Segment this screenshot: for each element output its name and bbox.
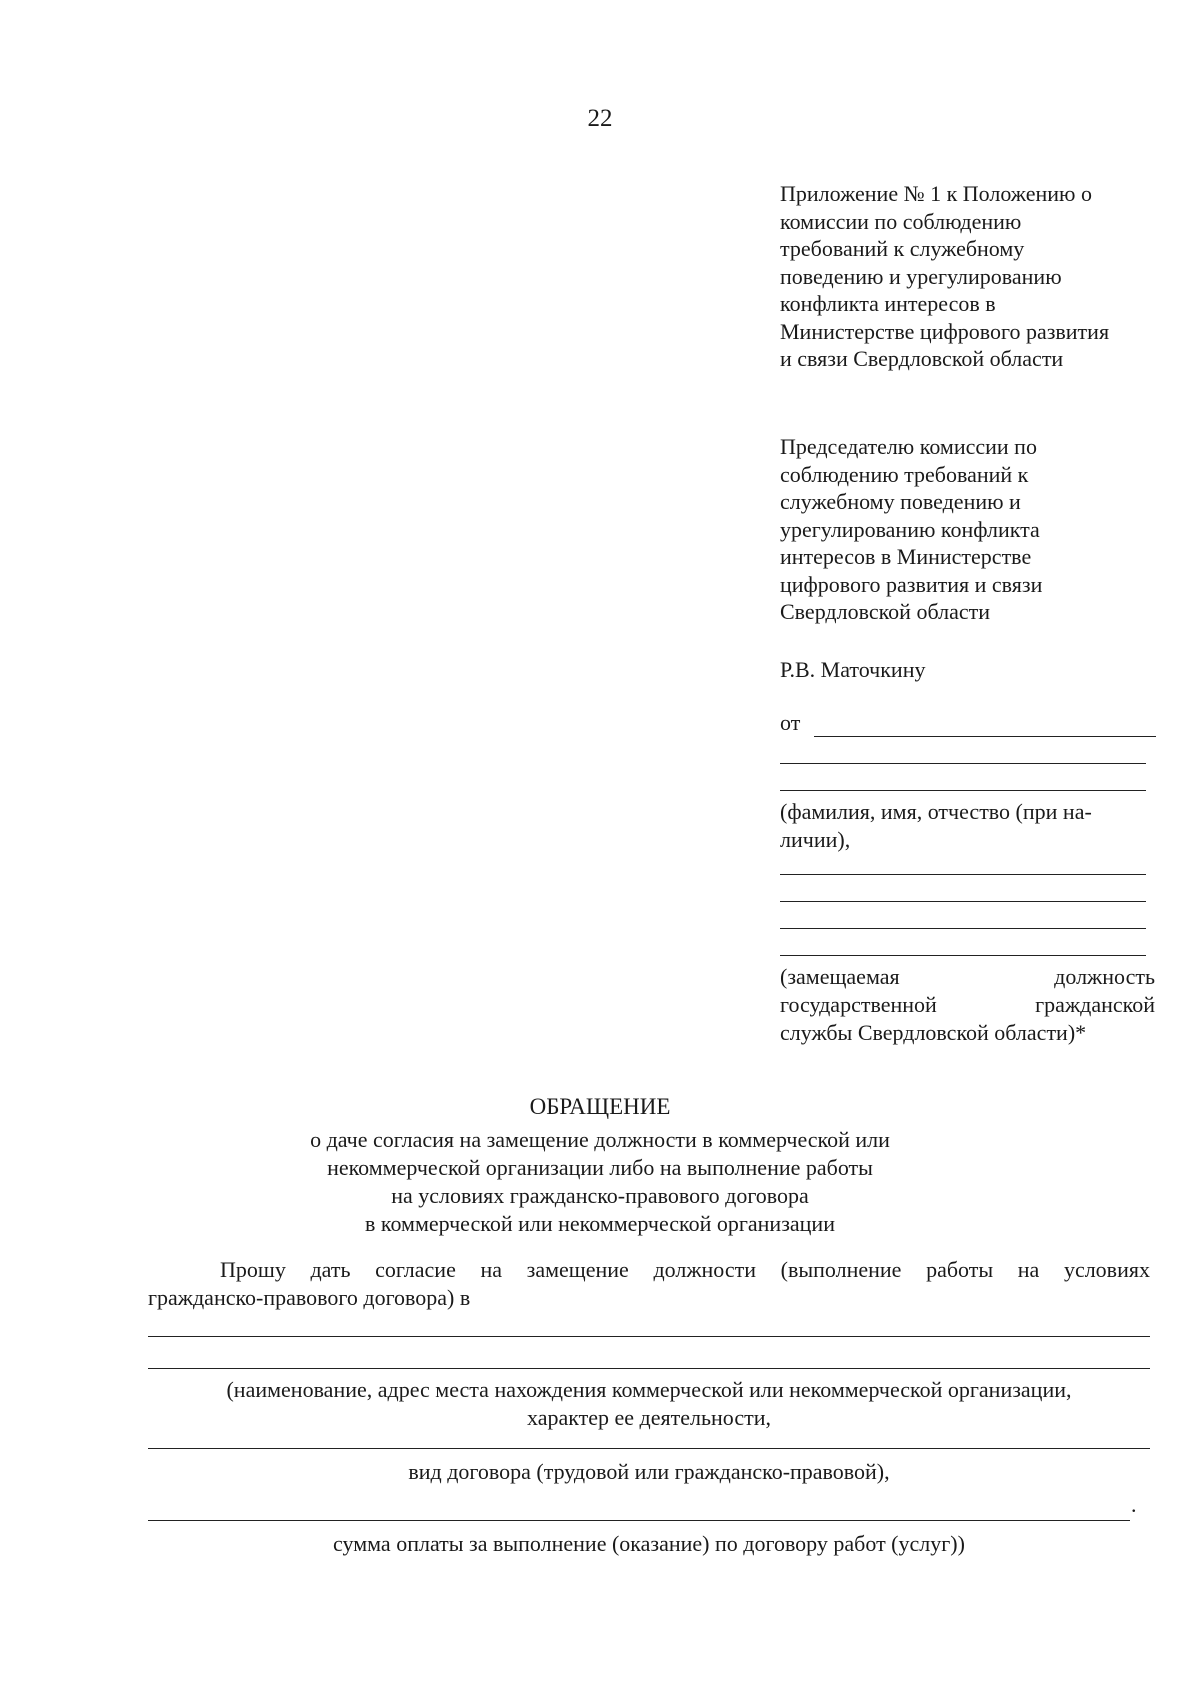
fio-caption-line: личии), — [780, 827, 851, 852]
request-word: согласие — [375, 1257, 456, 1282]
page-number: 22 — [587, 105, 613, 132]
subject-line: некоммерческой организации либо на выполнение работы — [327, 1155, 873, 1180]
position-caption-word: (замещаемая — [780, 964, 900, 989]
from-blank-line[interactable] — [780, 790, 1146, 791]
subject-line: в коммерческой или некоммерческой организации — [365, 1211, 835, 1236]
addressee-line: урегулированию конфликта — [780, 516, 1040, 542]
request-second-line: гражданско-правового договора) в — [148, 1285, 471, 1310]
payment-blank-line[interactable] — [148, 1520, 1130, 1521]
annex-line: конфликта интересов в — [780, 291, 996, 316]
annex-reference — [780, 180, 1155, 373]
position-caption-word: должность — [1054, 964, 1155, 989]
annex-line: поведению и урегулированию — [780, 263, 1062, 289]
annex-line: комиссии по соблюдению — [780, 208, 1022, 234]
organization-caption-line: (наименование, адрес места нахождения коммерческой или некоммерческой организации, — [226, 1377, 1072, 1402]
fio-caption-line: (фамилия, имя, отчество (при на- — [780, 799, 1092, 824]
addressee-line: Свердловской области — [780, 599, 990, 624]
annex-line: и связи Свердловской области — [780, 346, 1064, 371]
annex-line: Министерстве цифрового развития — [780, 318, 1110, 344]
request-word: Прошу — [220, 1257, 286, 1282]
position-blank-line[interactable] — [780, 901, 1146, 902]
annex-line: Приложение № 1 к Положению о — [780, 181, 1092, 206]
addressee-line: служебному поведению и — [780, 489, 1021, 514]
request-word: (выполнение — [780, 1257, 902, 1282]
request-word: работы — [926, 1257, 994, 1282]
addressee-name: Р.В. Маточкину — [780, 657, 926, 682]
contract-caption: вид договора (трудовой или гражданско-правовой), — [408, 1459, 890, 1484]
subject-line: о даче согласия на замещение должности в коммерческой или — [310, 1127, 890, 1152]
request-word: должности — [653, 1257, 756, 1282]
from-blank-line[interactable] — [814, 736, 1156, 737]
addressee-block — [780, 433, 1155, 626]
organization-blank-line[interactable] — [148, 1336, 1150, 1337]
position-caption — [780, 963, 1155, 1047]
subject-line: на условиях гражданско-правового договора — [391, 1183, 809, 1208]
position-caption-word: гражданской — [1035, 992, 1155, 1017]
position-blank-line[interactable] — [780, 874, 1146, 875]
request-word: дать — [310, 1257, 351, 1282]
document-title: ОБРАЩЕНИЕ — [529, 1094, 671, 1119]
request-word: на — [1017, 1257, 1040, 1282]
request-paragraph — [148, 1256, 1150, 1312]
request-word: на — [480, 1257, 503, 1282]
payment-caption: сумма оплаты за выполнение (оказание) по договору работ (услуг)) — [333, 1531, 965, 1556]
position-blank-line[interactable] — [780, 955, 1146, 956]
addressee-line: соблюдению требований к — [780, 461, 1029, 487]
request-word: замещение — [526, 1257, 629, 1282]
addressee-line: интересов в Министерстве — [780, 544, 1032, 569]
addressee-line: цифрового развития и связи — [780, 571, 1043, 597]
contract-blank-line[interactable] — [148, 1448, 1150, 1449]
position-caption-word: государственной — [780, 992, 937, 1017]
position-caption-line: службы Свердловской области)* — [780, 1020, 1087, 1045]
organization-caption — [148, 1376, 1150, 1432]
organization-blank-line[interactable] — [148, 1368, 1150, 1369]
document-subject — [200, 1126, 1000, 1238]
request-word: условиях — [1063, 1257, 1150, 1282]
organization-caption-line: характер ее деятельности, — [527, 1405, 771, 1430]
from-blank-line[interactable] — [780, 763, 1146, 764]
fio-caption — [780, 798, 1155, 854]
position-blank-line[interactable] — [780, 928, 1146, 929]
addressee-line: Председателю комиссии по — [780, 434, 1037, 459]
period-mark: . — [1131, 1492, 1137, 1517]
from-label: от — [780, 710, 801, 735]
annex-line: требований к служебному — [780, 236, 1025, 261]
request-first-line — [148, 1256, 1150, 1284]
